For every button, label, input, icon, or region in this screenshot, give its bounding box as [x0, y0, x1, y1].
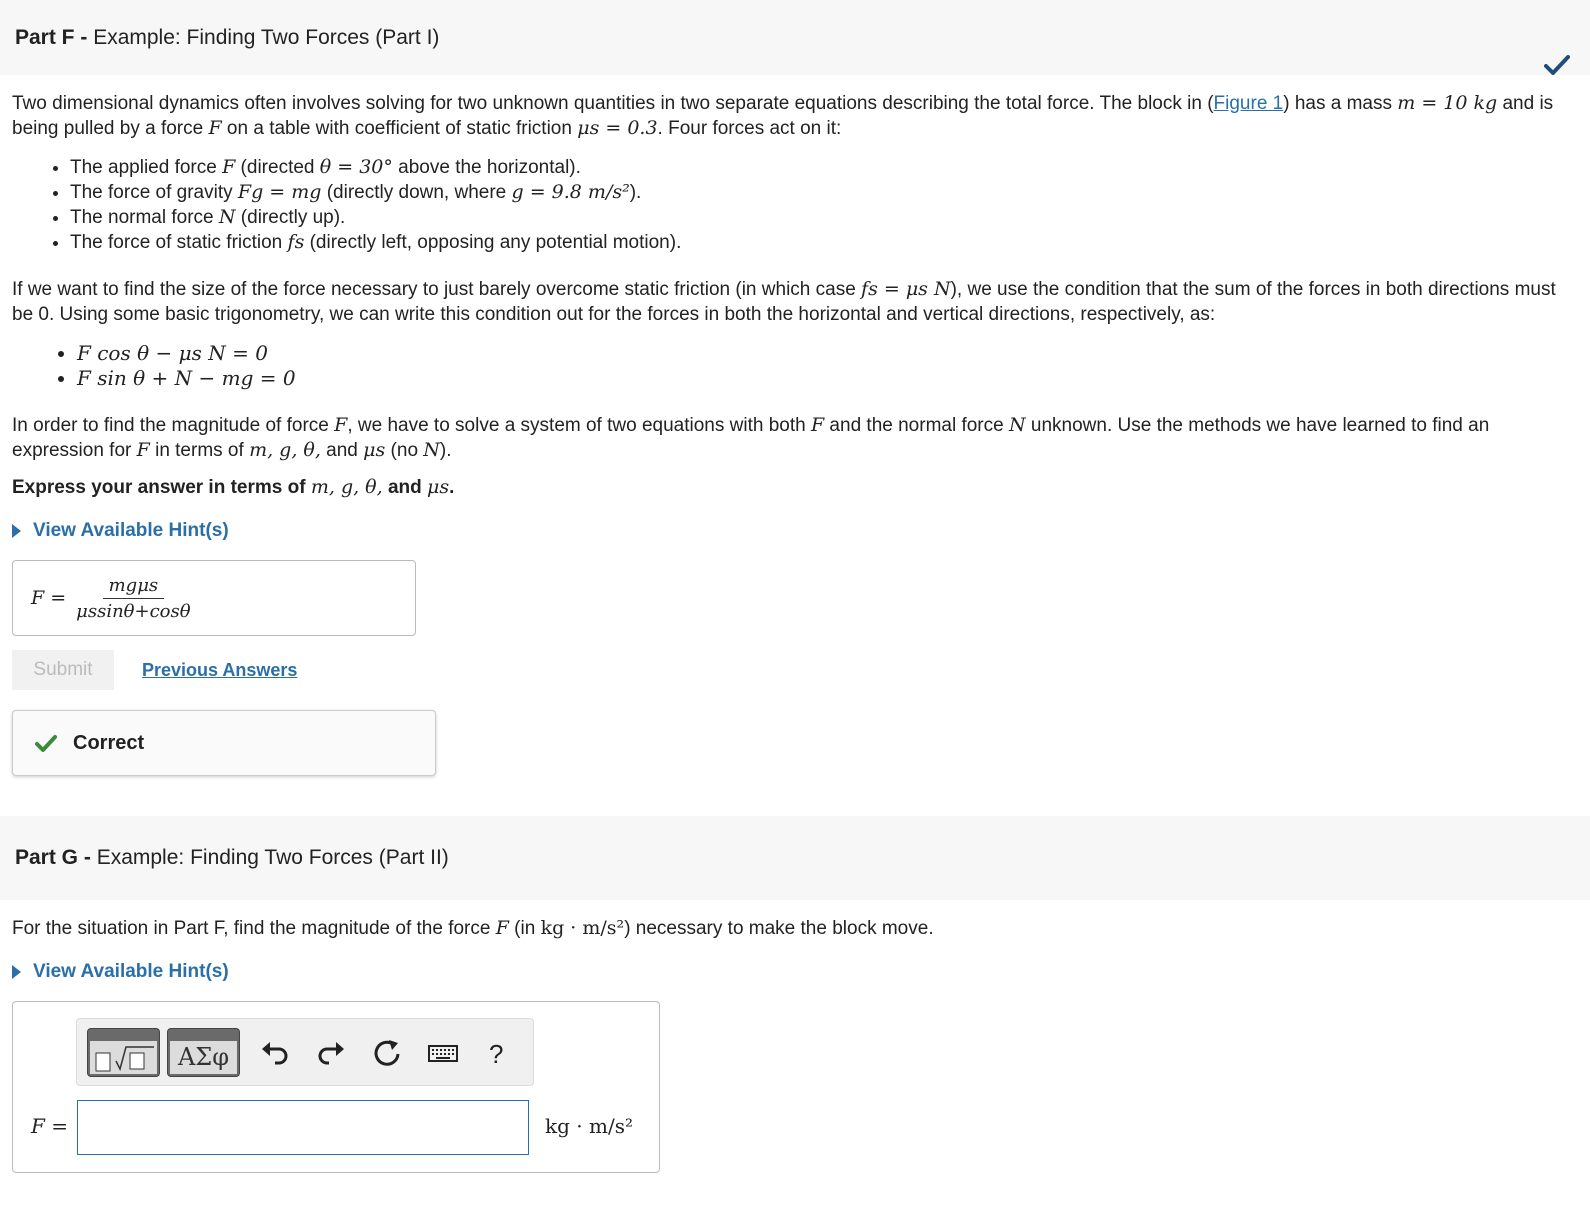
intro-paragraph: Two dimensional dynamics often involves solving for two unknown quantities in two separate equations describing the total force. The block in (Figure 1) has a mass m = 10 kg and is being pulled by a force F on a table with coefficient of static friction μs = 0.3. Four forces act on it:	[12, 92, 1554, 139]
part-g-label: Part G	[15, 846, 79, 869]
reset-icon[interactable]	[371, 1037, 403, 1069]
equation-vertical: • F sin θ + N − mg = 0	[77, 366, 1578, 391]
part-f-title-text: Example: Finding Two Forces (Part I)	[93, 25, 440, 49]
previous-answers-link[interactable]: Previous Answers	[142, 659, 298, 680]
list-item: • The force of gravity Fg = mg (directly down, where g = 9.8 m/s²).	[70, 180, 1578, 205]
fraction-denominator: μssinθ+cosθ	[76, 600, 191, 622]
math-toolbar	[76, 1018, 534, 1086]
view-hints-toggle-g[interactable]	[12, 961, 1578, 983]
submit-row	[12, 650, 1578, 690]
submit-button[interactable]: Submit	[12, 650, 114, 690]
unit-label: kg · m/s²	[545, 1114, 633, 1138]
answer-input-g[interactable]	[77, 1100, 529, 1155]
part-f-label: Part F	[15, 25, 75, 49]
greek-symbols-label: ΑΣφ	[177, 1043, 230, 1071]
hint-label: View Available Hint(s)	[33, 520, 229, 541]
undo-icon[interactable]	[259, 1037, 291, 1069]
part-g-title: Part G - Example: Finding Two Forces (Part II)	[15, 846, 449, 869]
part-g-title-text: Example: Finding Two Forces (Part II)	[96, 846, 449, 869]
answer-label: F =	[31, 587, 67, 609]
list-item: • The force of static friction fs (directly left, opposing any potential motion).	[70, 230, 1578, 255]
greek-symbols-button[interactable]	[167, 1028, 240, 1077]
condition-paragraph: If we want to find the size of the force necessary to just barely overcome static friction (in which case fs = μs N), we use the condition that the sum of the forces in both directions must be 0. Using some basic trigonometry, we can write this condition out for the forces in both the horizontal and vertical directions, respectively, as:	[12, 278, 1556, 325]
answer-display-f	[12, 560, 416, 636]
figure-link[interactable]: Figure 1	[1213, 93, 1284, 114]
completed-check-icon	[1544, 54, 1570, 76]
forces-list	[12, 155, 1578, 255]
fraction-numerator: mgμs	[103, 575, 165, 599]
help-button[interactable]: ?	[489, 1039, 504, 1069]
list-item: • The normal force N (directly up).	[70, 205, 1578, 230]
answer-entry-g	[12, 1001, 660, 1173]
correct-check-icon	[35, 734, 57, 752]
part-f-header	[0, 0, 1590, 75]
expand-triangle-icon	[12, 524, 21, 538]
view-hints-toggle-f[interactable]	[12, 520, 1578, 542]
redo-icon[interactable]	[315, 1037, 347, 1069]
part-f-content	[0, 91, 1590, 776]
equations-list	[12, 341, 1578, 391]
hint-label: View Available Hint(s)	[33, 961, 229, 982]
expand-triangle-icon	[12, 965, 21, 979]
part-f-title: Part F - Example: Finding Two Forces (Part I)	[15, 25, 440, 49]
answer-label-g: F =	[31, 1114, 68, 1138]
correct-label: Correct	[73, 731, 145, 754]
templates-button[interactable]	[87, 1028, 160, 1077]
part-g-header	[0, 816, 1590, 900]
correct-feedback	[12, 710, 436, 776]
answer-fraction	[76, 575, 190, 622]
equation-horizontal: • F cos θ − μs N = 0	[77, 341, 1578, 366]
instruction-paragraph: In order to find the magnitude of force F, we have to solve a system of two equations with both F and the normal force N unknown. Use the methods we have learned to find an expression for F in terms of m, g, θ, and μs (no N).	[12, 414, 1490, 461]
radical-template-icon	[94, 1043, 156, 1075]
express-instruction: Express your answer in terms of m, g, θ, and μs.	[12, 476, 455, 498]
keyboard-icon[interactable]	[427, 1037, 459, 1069]
part-g-content	[0, 916, 1590, 1173]
list-item: • The applied force F (directed θ = 30° above the horizontal).	[70, 155, 1578, 180]
part-g-question: For the situation in Part F, find the magnitude of the force F (in kg · m/s²) necessary to make the block move.	[12, 917, 934, 939]
